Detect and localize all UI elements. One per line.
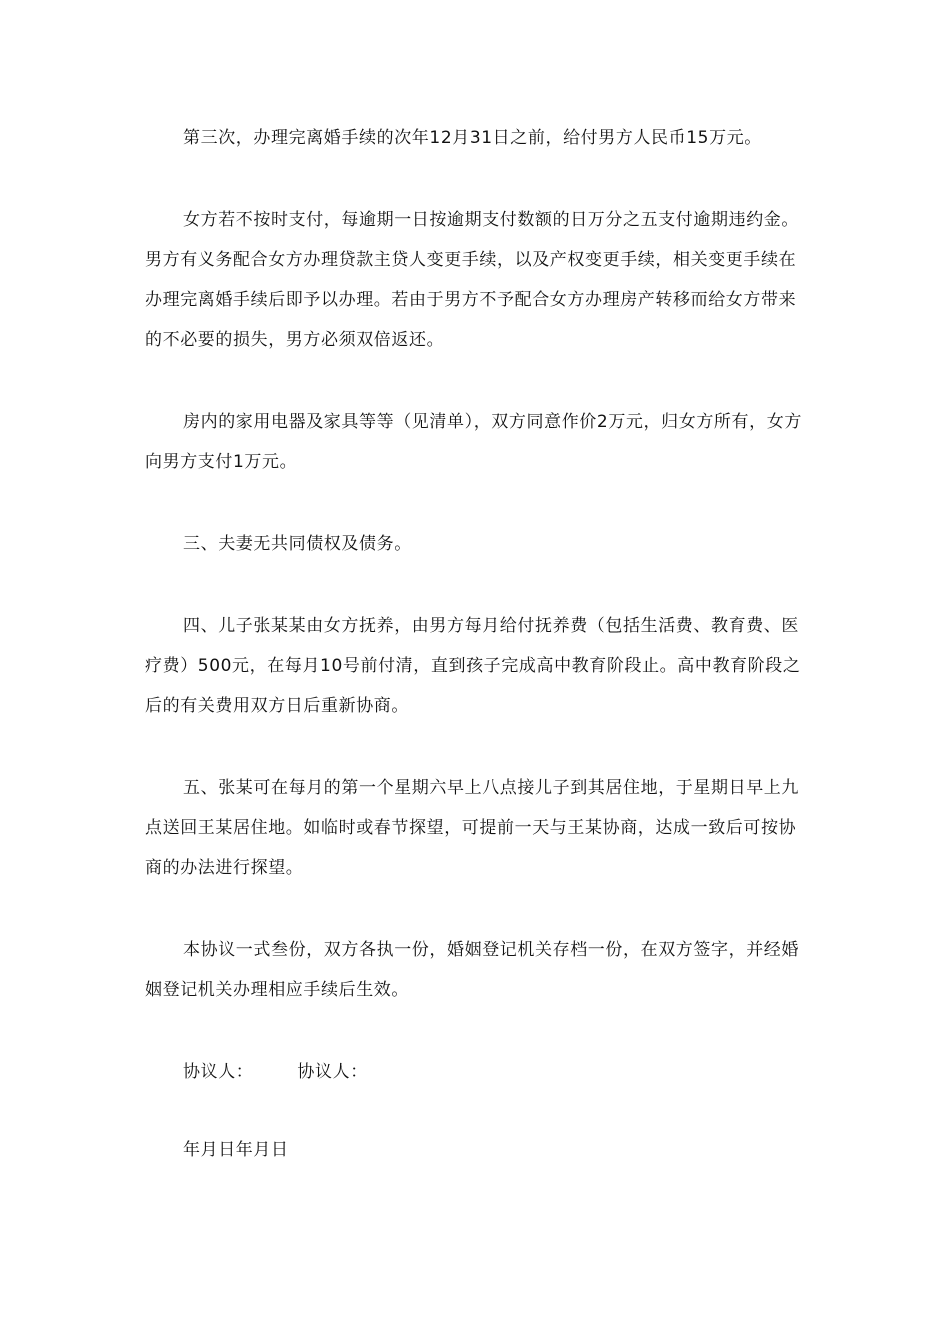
paragraph-late-payment-penalty: 女方若不按时支付，每逾期一日按逾期支付数额的日万分之五支付逾期违约金。男方有义务配合女方办理贷款主贷人变更手续，以及产权变更手续，相关变更手续在办理完离婚手续后即予以办理。若由于男方不予配合女方办理房产转移而给女方带来的不必要的损失，男方必须双倍返还。 [145, 210, 799, 350]
paragraph-clause-five-visitation: 五、张某可在每月的第一个星期六早上八点接儿子到其居住地，于星期日早上九点送回王某居住地。如临时或春节探望，可提前一天与王某协商，达成一致后可按协商的办法进行探望。 [145, 778, 799, 878]
date-line: 年月日年月日 [183, 1140, 289, 1160]
signer-label-b: 协议人： [297, 1062, 368, 1082]
signer-label-a: 协议人： [183, 1062, 254, 1082]
signature-line [145, 1052, 805, 1092]
paragraph-appliances-furniture: 房内的家用电器及家具等等（见清单），双方同意作价2万元，归女方所有，女方向男方支付1万元。 [145, 412, 802, 472]
paragraph-clause-three-debts: 三、夫妻无共同债权及债务。 [183, 534, 412, 554]
paragraph-agreement-copies: 本协议一式叁份，双方各执一份，婚姻登记机关存档一份，在双方签字，并经婚姻登记机关办理相应手续后生效。 [145, 940, 799, 1000]
paragraph-third-payment: 第三次，办理完离婚手续的次年12月31日之前，给付男方人民币15万元。 [183, 128, 762, 148]
paragraph-clause-four-child-support: 四、儿子张某某由女方抚养，由男方每月给付抚养费（包括生活费、教育费、医疗费）500元，在每月10号前付清，直到孩子完成高中教育阶段止。高中教育阶段之后的有关费用双方日后重新协商。 [145, 616, 801, 716]
